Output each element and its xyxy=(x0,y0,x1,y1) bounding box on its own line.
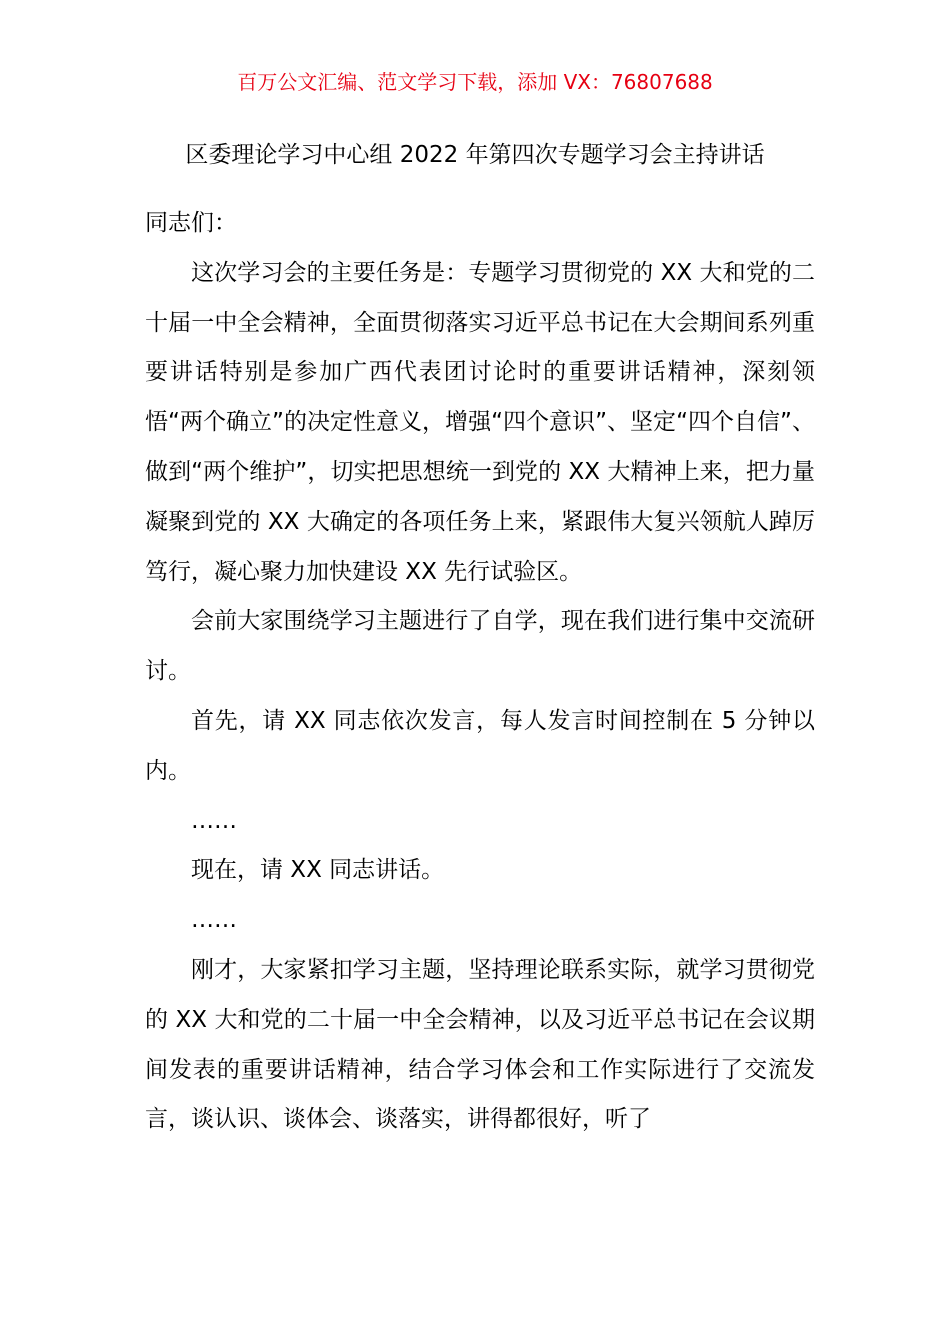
paragraph-summary: 刚才，大家紧扣学习主题，坚持理论联系实际，就学习贯彻党的 XX 大和党的二十届一中全会精神，以及习近平总书记在会议期间发表的重要讲话精神，结合学习体会和工作实际进行了交流发言，谈认识、谈体会、谈落实，讲得都很好，听了 xyxy=(145,956,815,1133)
salutation: 同志们： xyxy=(145,210,237,236)
document-body xyxy=(145,199,815,1145)
paragraph-invite-speech: 现在，请 XX 同志讲话。 xyxy=(191,857,445,884)
paragraph-speeches: 首先，请 XX 同志依次发言，每人发言时间控制在 5 分钟以内。 xyxy=(145,707,815,784)
paragraph-task: 这次学习会的主要任务是：专题学习贯彻党的 XX 大和党的二十届一中全会精神，全面贯彻落实习近平总书记在大会期间系列重要讲话特别是参加广西代表团讨论时的重要讲话精神，深刻领悟“两个确立”的决定性意义，增强“四个意识”、坚定“四个自信”、做到“两个维护”，切实把思想统一到党的 XX 大精神上来，把力量凝聚到党的 XX 大确定的各项任务上来，紧跟伟大复兴领航人踔厉笃行，凝心聚力加快建设 XX 先行试验区。 xyxy=(145,259,815,585)
document-title: 区委理论学习中心组 2022 年第四次专题学习会主持讲话 xyxy=(185,142,765,168)
ellipsis-2: …… xyxy=(191,907,237,934)
paragraph-self-study: 会前大家围绕学习主题进行了自学，现在我们进行集中交流研讨。 xyxy=(145,608,815,685)
ellipsis-1: …… xyxy=(191,807,237,834)
header-note: 百万公文汇编、范文学习下载，添加 VX：76807688 xyxy=(237,70,713,94)
